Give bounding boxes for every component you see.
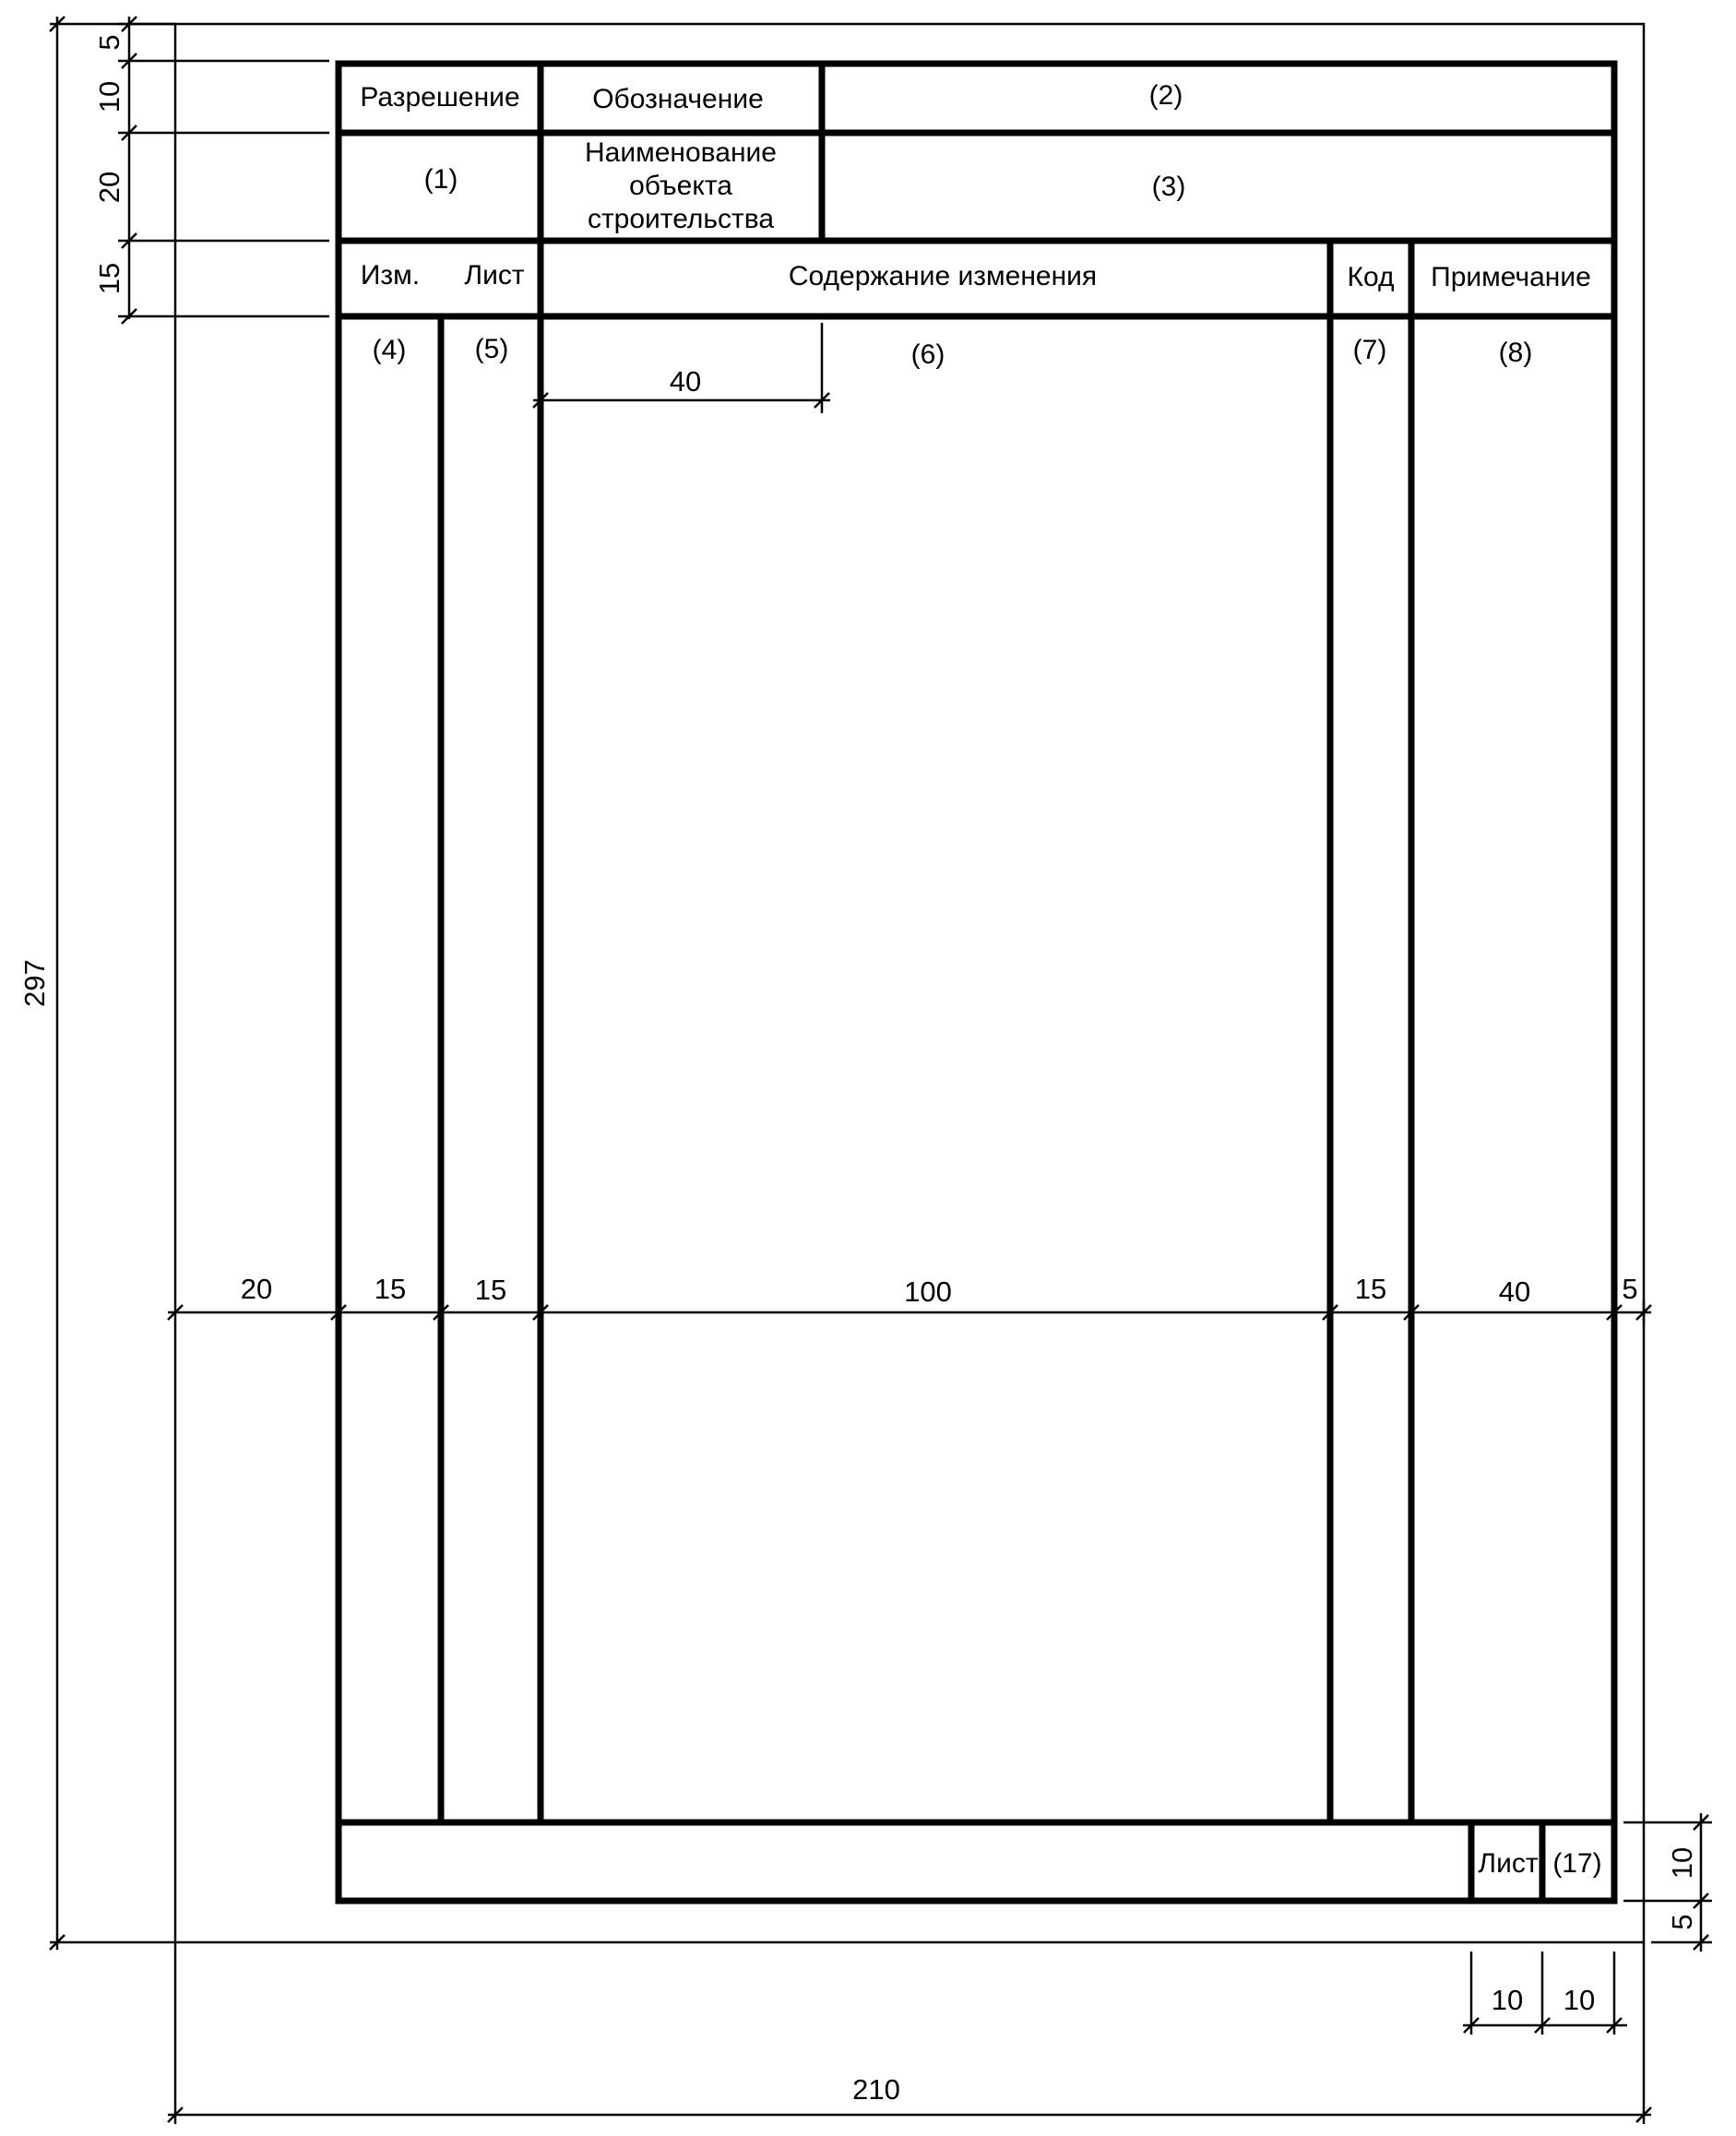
field-1: (1) (423, 164, 458, 195)
dim-left-15: 15 (93, 262, 125, 295)
dim-width-210: 210 (852, 2073, 900, 2106)
dim-height-297: 297 (18, 959, 51, 1007)
column-kod: Код (1347, 262, 1395, 292)
label-naimenovanie-line2: объекта (629, 171, 732, 201)
dim-left-5: 5 (93, 34, 125, 51)
dim-col-15a: 15 (374, 1273, 407, 1305)
dim-right-5: 5 (1666, 1914, 1698, 1930)
field-6: (6) (910, 339, 945, 370)
dim-bottom-10b: 10 (1563, 1984, 1596, 2016)
sheet-border (175, 24, 1644, 1942)
field-8: (8) (1498, 338, 1533, 368)
dim-col-100: 100 (904, 1276, 952, 1308)
label-oboznachenie: Обозначение (592, 84, 764, 114)
field-17: (17) (1552, 1848, 1602, 1879)
column-list: Лист (464, 260, 525, 291)
field-5: (5) (474, 334, 509, 364)
dim-left-10: 10 (93, 80, 125, 113)
dim-inner-40: 40 (669, 365, 702, 398)
field-4: (4) (372, 335, 407, 365)
field-7: (7) (1352, 335, 1387, 365)
column-izm: Изм. (360, 260, 421, 291)
label-razreshenie: Разрешение (360, 82, 520, 113)
dim-left-20: 20 (93, 171, 125, 204)
dim-col-40: 40 (1498, 1276, 1531, 1308)
dim-bottom-10a: 10 (1491, 1984, 1524, 2016)
dim-col-5: 5 (1622, 1273, 1638, 1305)
dim-col-15c: 15 (1354, 1273, 1387, 1305)
dim-col-20: 20 (240, 1273, 273, 1305)
footer-list-label: Лист (1478, 1848, 1539, 1879)
label-naimenovanie-line3: строительства (587, 204, 775, 234)
column-primechanie: Примечание (1431, 262, 1591, 292)
form-frame (339, 64, 1614, 1901)
label-naimenovanie-line1: Наименование (585, 137, 777, 168)
dim-right-10: 10 (1666, 1846, 1698, 1880)
field-2: (2) (1148, 80, 1183, 111)
dim-col-15b: 15 (474, 1274, 507, 1306)
field-3: (3) (1151, 172, 1186, 202)
column-soderzhanie: Содержание изменения (788, 261, 1098, 291)
